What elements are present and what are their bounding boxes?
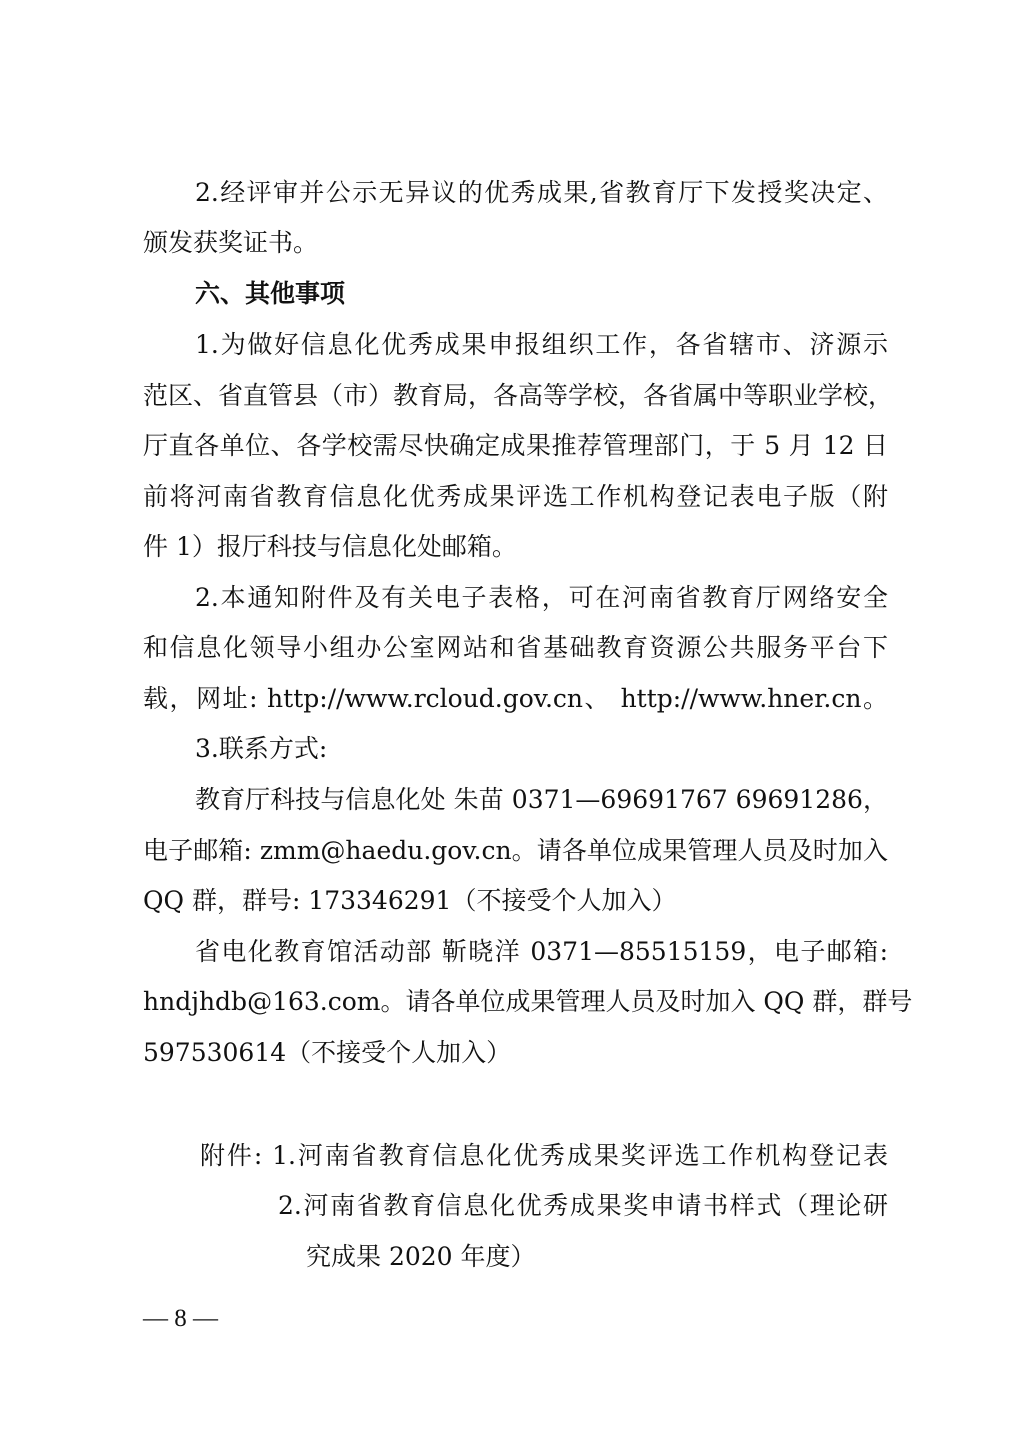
contact-2-line-1: 省电化教育馆活动部 靳晓洋 0371—85515159，电子邮箱: [195,937,888,966]
item-1-line-2: 范区、省直管县（市）教育局，各高等学校，各省属中等职业学校， [143,381,894,410]
item-1-line-5: 件 1）报厅科技与信息化处邮箱。 [143,532,517,561]
item-2-line-1: 2.本通知附件及有关电子表格，可在河南省教育厅网络安全 [195,583,888,612]
item-2-line-3: 载，网址: http://www.rcloud.gov.cn、 http://www.hner.cn。 [143,684,888,713]
attachments-line-2: 2.河南省教育信息化优秀成果奖申请书样式（理论研 [278,1191,888,1220]
attachments-line-3: 究成果 2020 年度） [306,1242,536,1271]
contact-2-line-2: hndjhdb@163.com。请各单位成果管理人员及时加入 QQ 群，群号 [143,987,913,1016]
contact-1-line-3: QQ 群，群号: 173346291（不接受个人加入） [143,886,677,915]
contact-1-line-1: 教育厅科技与信息化处 朱苗 0371—69691767 69691286， [195,785,888,814]
contact-2-line-3: 597530614（不接受个人加入） [143,1038,512,1067]
item-2-line-2: 和信息化领导小组办公室网站和省基础教育资源公共服务平台下 [143,633,888,662]
section-six-heading: 六、其他事项 [195,279,346,308]
paragraph-approval-line-1: 2.经评审并公示无异议的优秀成果,省教育厅下发授奖决定、 [195,178,888,207]
item-1-line-4: 前将河南省教育信息化优秀成果评选工作机构登记表电子版（附 [143,482,888,511]
item-1-line-3: 厅直各单位、各学校需尽快确定成果推荐管理部门，于 5 月 12 日 [143,431,888,460]
item-1-line-1: 1.为做好信息化优秀成果申报组织工作，各省辖市、济源示 [195,330,888,359]
page-number: — 8 — [143,1305,218,1332]
item-3-heading: 3.联系方式: [195,734,328,763]
paragraph-approval-line-2: 颁发获奖证书。 [143,228,319,257]
contact-1-line-2: 电子邮箱: zmm@haedu.gov.cn。请各单位成果管理人员及时加入 [143,836,888,865]
attachments-line-1: 附件: 1.河南省教育信息化优秀成果奖评选工作机构登记表 [200,1141,888,1170]
